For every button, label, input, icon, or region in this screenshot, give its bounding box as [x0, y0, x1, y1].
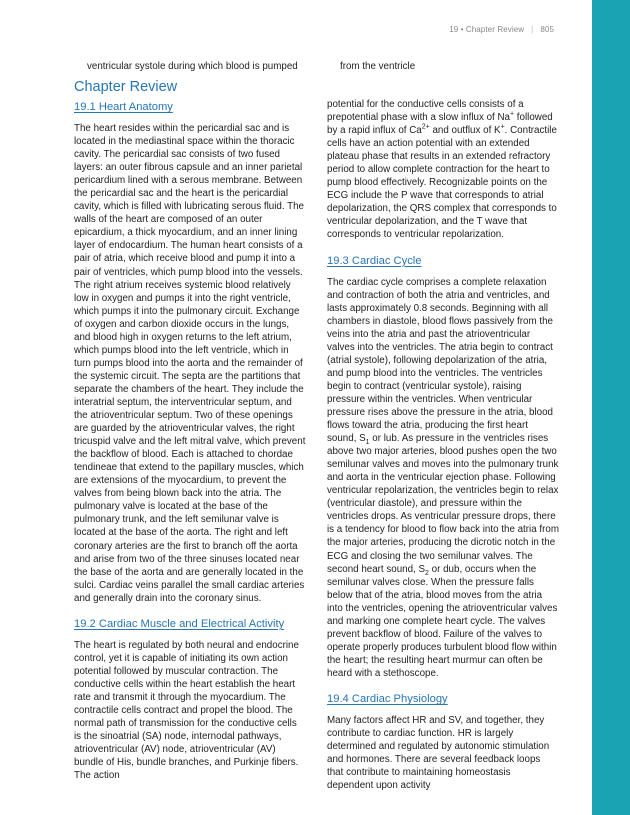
page-edge-tab — [592, 0, 630, 815]
left-column — [74, 78, 306, 794]
section-heading-19-4[interactable]: 19.4 Cardiac Physiology — [327, 692, 448, 705]
section-heading-19-2[interactable]: 19.2 Cardiac Muscle and Electrical Activity — [74, 617, 285, 630]
running-head: 19 • Chapter Review | 805 — [449, 25, 554, 34]
section-heading-19-3[interactable]: 19.3 Cardiac Cycle — [327, 254, 422, 267]
section-heading-19-1[interactable]: 19.1 Heart Anatomy — [74, 101, 173, 113]
carryover-left: ventricular systole during which blood is pumped — [87, 61, 298, 72]
section-19-2-continued: potential for the conductive cells consists of a prepotential phase with a slow influx of Na+ followed by a rapid influx of $Ca^{2+}$ and outflux of K+. Contractile cells have an action potential with an extended plateau phase that results in an extended refractory period to allow complete contraction for the heart to pump blood effectively. Recognizable points on the ECG include the P wave that corresponds to atrial depolarization, the QRS complex that corresponds to ventricular depolarization, and the T wave that corresponds to ventricular repolarization. — [327, 99, 557, 241]
carryover-right: from the ventricle — [340, 61, 416, 72]
chapter-title: Chapter Review — [74, 79, 178, 95]
section-19-2-text: The heart is regulated by both neural and endocrine control, yet it is capable of initiating its own action potential followed by muscular contraction. The conductive cells within the heart establish the heart rate and transmit it through the myocardium. The contractile cells contract and propel the blood. The normal path of transmission for the conductive cells is the sinoatrial (SA) node, internodal pathways, atrioventricular (AV) node, atrioventricular (AV) bundle of His, bundle branches, and Purkinje fibers. The action — [74, 639, 299, 782]
section-19-1-text: The heart resides within the pericardial sac and is located in the mediastinal space within the thoracic cavity. The pericardial sac consists of two fused layers: an outer fibrous capsule and an inner parietal pericardium lined with a serous membrane. Between the pericardial sac and the heart is the pericardial cavity, which is filled with lubricating serous fluid. The walls of the heart are composed of an outer epicardium, a thick myocardium, and an inner lining layer of endocardium. The human heart consists of a pair of atria, which receive blood and pump it into a pair of ventricles, which pump blood into the vessels. The right atrium receives systemic blood relatively low in oxygen and pumps it into the right ventricle, which pumps it into the pulmonary circuit. Exchange of oxygen and carbon dioxide occurs in the lungs, and blood high in oxygen returns to the left atrium, which pumps blood into the left ventricle, which in turn pumps blood into the aorta and the remainder of the systemic circuit. The septa are the partitions that separate the chambers of the heart. They include the interatrial septum, the interventricular septum, and the atrioventricular septum. Two of these openings are guarded by the atrioventricular valves, the right tricuspid valve and the left mitral valve, which prevent the backflow of blood. Each is attached to chordae tendineae that extend to the papillary muscles, which are extensions of the myocardium, to prevent the valves from being blown back into the atria. The pulmonary valve is located at the base of the pulmonary trunk, and the left semilunar valve is located at the base of the aorta. The right and left coronary arteries are the first to branch off the aorta and arise from two of the three sinuses located near the base of the aorta and are generally located in the sulci. Cardiac veins parallel the small cardiac arteries and generally drain into the coronary sinus. — [74, 123, 306, 604]
right-column — [327, 98, 559, 804]
page-number: 805 — [540, 25, 554, 34]
section-19-4-text: Many factors affect HR and SV, and together, they contribute to cardiac function. HR is largely determined and regulated by autonomic stimulation and hormones. There are several feedback loops that contribute to maintaining homeostasis dependent upon activity — [327, 714, 550, 792]
section-19-3-text: The cardiac cycle comprises a complete relaxation and contraction of both the atria and ventricles, and lasts approximately 0.8 seconds. Beginning with all chambers in diastole, blood flows passively from the veins into the atria and past the atrioventricular valves into the ventricles. The atria begin to contract (atrial systole), following depolarization of the atria, and pump blood into the ventricles. The ventricles begin to contract (ventricular systole), raising pressure within the ventricles. When ventricular pressure rises above the pressure in the atria, blood flows toward the atria, producing the first heart sound, $S_1$ or lub. As pressure in the ventricles rises above two major arteries, blood pushes open the two semilunar valves and moves into the pulmonary trunk and aorta in the ventricular ejection phase. Following ventricular repolarization, the ventricles begin to relax (ventricular diastole), and pressure within the ventricles drops. As ventricular pressure drops, there is a tendency for blood to flow back into the atria from the major arteries, producing the dicrotic notch in the ECG and closing the two semilunar valves. The second heart sound, $S_2$ or dub, occurs when the semilunar valves close. When the pressure falls below that of the atria, blood moves from the atria into the ventricles, opening the atrioventricular valves and marking one complete heart cycle. The valves prevent backflow of blood. Failure of the valves to operate properly produces turbulent blood flow within the heart; the resulting heart murmur can often be heard with a stethoscope. — [327, 276, 559, 679]
running-head-chapter: 19 • Chapter Review — [449, 25, 525, 34]
